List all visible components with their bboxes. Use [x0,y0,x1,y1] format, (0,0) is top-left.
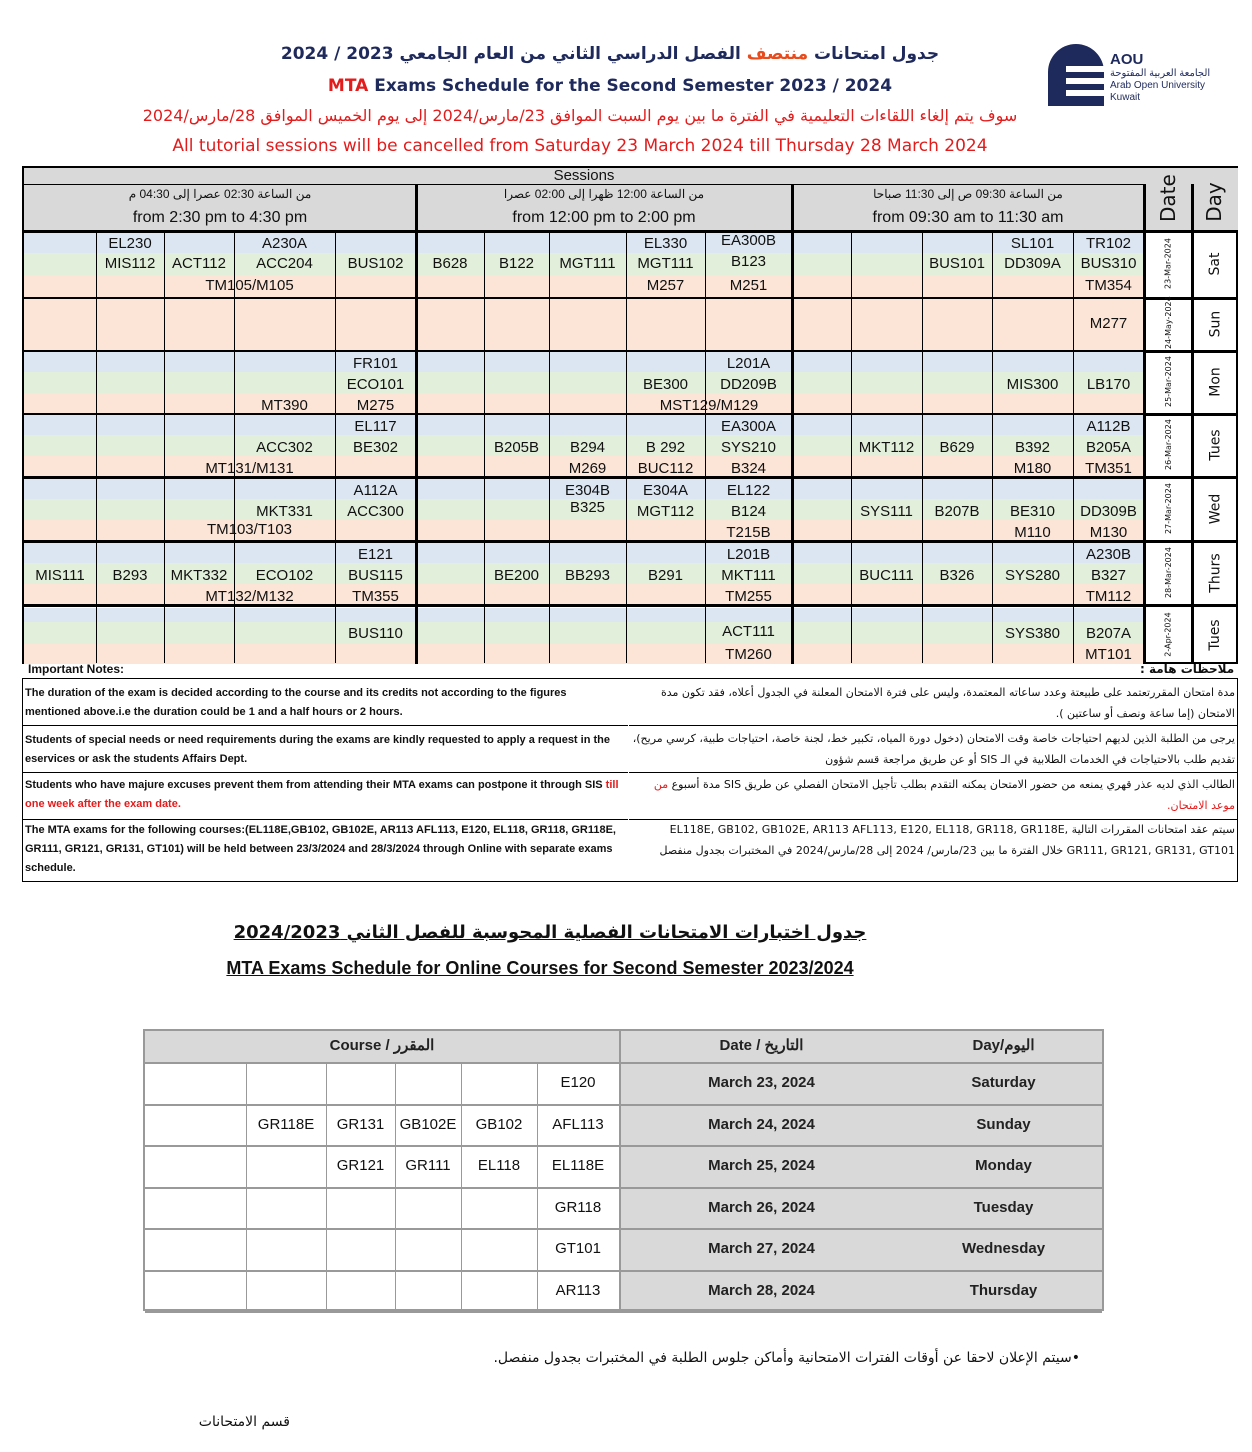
course-code: MT101 [1085,646,1132,663]
exam-date: 24-May-2024 [1163,295,1173,349]
notes-title-en: Important Notes: [28,662,124,676]
note-3-en: Students who have majure excuses prevent them from attending their MTA exams can postpone it through SIS till one week after the exam date. [25,779,619,810]
course-code: TM354 [1085,277,1132,294]
course-code: BUS102 [347,255,404,272]
online-title-arabic: جدول اختبارات الامتحانات الفصلية المحوسبة للفصل الثاني 2024/2023 [233,922,867,943]
online-date: March 24, 2024 [708,1115,815,1133]
period-3-en: from 09:30 am to 11:30 am [872,209,1064,226]
course-code: MKT331 [256,503,313,520]
online-day: Sunday [976,1115,1031,1133]
logo-abbr: AOU [1110,51,1144,68]
online-date: March 25, 2024 [708,1157,815,1174]
online-day: Wednesday [961,1240,1046,1257]
course-code: DD309A [1004,255,1061,272]
course-code: MKT111 [721,567,776,584]
exam-day: Wed [1207,493,1223,524]
course-code: MGT112 [636,503,695,520]
course-code: EL230 [108,235,152,252]
course-code: TM105/M105 [205,277,294,294]
course-code: SYS380 [1004,625,1061,642]
exam-date: 27-Mar-2024 [1163,482,1173,534]
period-1-ar: من الساعة 02:30 عصرا إلى 04:30 م [128,187,312,201]
period-2-en: from 12:00 pm to 2:00 pm [512,209,696,226]
course-code: B293 [112,567,148,584]
period-2-ar: من الساعة 12:00 ظهرا إلى 02:00 عصرا [503,187,705,201]
date-header: Date [1156,174,1180,222]
course-code: ACT111 [722,623,775,640]
online-course: EL118E [551,1157,605,1174]
course-code: TM260 [725,646,772,663]
course-code: MGT111 [637,255,694,272]
course-code: SL101 [1010,235,1055,252]
online-header-course: Course / المقرر [329,1037,435,1054]
course-code: LB170 [1086,376,1131,393]
course-code: L201A [726,355,771,372]
course-code: M257 [646,277,685,294]
aou-logo-mark-icon [1048,44,1104,106]
course-code: EL117 [354,418,397,435]
course-code: M130 [1089,524,1128,541]
course-code: ECO101 [346,376,405,393]
online-header-date: Date / التاريخ [719,1037,804,1054]
aou-logo [1048,44,1243,108]
course-code: A112A [353,482,398,499]
online-day: Saturday [971,1074,1036,1091]
course-code: MT131/M131 [205,460,294,477]
course-code: SYS111 [860,503,913,520]
course-code: M275 [356,397,395,414]
course-code: E304A [642,482,689,499]
course-code: M269 [568,460,607,477]
course-code: EA300A [720,418,777,435]
course-code: TM103/T103 [206,521,293,538]
exam-date: 26-Mar-2024 [1163,418,1173,470]
course-code: BE200 [493,567,540,584]
course-code: EL122 [726,482,771,499]
exam-day: Mon [1207,366,1223,397]
course-code: BUS110 [348,625,403,642]
course-code: M180 [1013,460,1052,477]
footer-note: •سيتم الإعلان لاحقا عن أوقات الفترات الامتحانية وأماكن جلوس الطلبة في المختبرات بجدول منفصل. [493,1350,1080,1366]
notes-title-ar: ملاحظات هامة : [1140,662,1235,676]
course-code: MIS300 [1006,376,1059,393]
online-date: March 28, 2024 [708,1281,815,1299]
online-day: Monday [975,1157,1032,1174]
course-code: ACT112 [172,255,226,272]
course-code: B205B [493,439,540,456]
notice-arabic: سوف يتم إلغاء اللقاءات التعليمية في الفترة ما بين يوم السبت الموافق 23/مارس/2024 إلى يوم الخميس الموافق 28/مارس/2024 [142,106,1018,125]
course-code: B326 [939,567,975,584]
course-code: E121 [357,546,394,563]
course-code: B629 [939,439,975,456]
course-code: TM112 [1085,588,1132,605]
course-code: DD209B [720,376,777,393]
course-code: MIS112 [104,255,156,272]
course-code: B 292 [645,439,686,456]
online-course: AR113 [555,1281,601,1299]
online-course: GR131 [336,1115,385,1133]
course-code: FR101 [352,355,399,372]
course-code: B628 [432,255,468,272]
online-course: GR121 [336,1157,385,1174]
online-date: March 26, 2024 [708,1198,815,1216]
exam-date: 25-Mar-2024 [1163,355,1173,407]
course-code: MGT111 [559,255,616,272]
note-1-en: The duration of the exam is decided according to the course and its credits not according to the figures mentioned above.i.e the duration could be 1 and a half hours or 2 hours. [25,687,567,718]
day-header: Day [1202,182,1226,222]
course-code: ACC300 [347,503,404,520]
important-notes [22,678,1238,882]
online-header-day: Day/اليوم [972,1037,1035,1054]
course-code: M251 [729,277,768,294]
course-code: B324 [730,460,767,477]
course-code: BB293 [564,567,611,584]
course-code: DD309B [1080,503,1137,520]
course-code: MIS111 [35,567,85,584]
online-date: March 23, 2024 [708,1074,815,1091]
online-course: GB102 [475,1115,523,1133]
course-code: E304B [564,482,611,499]
course-code: ECO102 [255,567,314,584]
course-code: BUS101 [929,255,985,272]
course-code: BUC111 [859,567,914,584]
course-code: BE300 [642,376,689,393]
online-course: AFL113 [552,1115,604,1133]
course-code: BE302 [352,439,399,456]
course-code: MT390 [261,397,308,414]
course-code: ACC302 [256,439,313,456]
course-code: A230A [261,235,308,252]
period-1-en: from 2:30 pm to 4:30 pm [132,209,308,226]
course-code: MST129/M129 [659,397,759,414]
course-code: TM255 [725,588,772,605]
course-code: EL330 [643,235,688,252]
note-1-ar: مدة امتحان المقررتعتمد على طبيعتة وعدد ساعاته المعتمدة، وليس على فترة الامتحان المعلنة في الجدول أعلاه، فقد تكون مدة الامتحان (إما ساعة ونصف أو ساعتين ). [660,686,1235,720]
course-code: A112B [1086,418,1131,435]
course-code: B294 [569,439,606,456]
online-course: GB102E [399,1115,457,1133]
logo-name-en: Arab Open University [1110,80,1206,91]
note-4-ar: سيتم عقد امتحانات المقررات التالية EL118E, GB102, GB102E, AR113 AFL113, E120, EL118, GR118, GR118E, GR111, GR121, GR131, GT101 خلال الفترة ما بين 23/مارس/ 2024 إلى 28/مارس/2024 في المختبرات بجدول منفصل [659,823,1235,857]
course-code: B205A [1085,439,1132,456]
course-code: MKT112 [858,439,915,456]
course-code: B325 [569,499,606,516]
exam-date: 2-Apr-2024 [1163,612,1173,657]
course-code: B124 [730,503,767,520]
mta-schedule-table [22,166,1238,664]
logo-country: Kuwait [1110,92,1141,103]
course-code: TM351 [1085,460,1132,477]
exams-department: قسم الامتحانات [198,1414,290,1430]
online-day: Thursday [969,1281,1038,1299]
note-2-en: Students of special needs or need requirements during the exams are kindly requested to apply a request in the eservices or ask the students Affairs Dept. [25,734,610,765]
course-code: L201B [726,546,771,563]
course-code: B291 [647,567,684,584]
course-code: MT132/M132 [205,588,294,605]
online-day: Tuesday [973,1198,1034,1216]
note-3-ar: الطالب الذي لديه عذر قهري يمنعه من حضور الامتحان يمكنه التقدم بطلب تأجيل الامتحان الفصلي عن طريق SIS مدة أسبوع من موعد الامتحان. [653,778,1235,812]
course-code: TR102 [1085,235,1132,252]
course-code: SYS210 [720,439,777,456]
title-english: MTA Exams Schedule for the Second Semester 2023 / 2024 [327,76,893,96]
course-code: BE310 [1009,503,1056,520]
online-course: GR111 [405,1157,451,1174]
exam-day: Sun [1207,310,1223,337]
exam-date: 23-Mar-2024 [1163,238,1173,289]
course-code: A230B [1085,546,1132,563]
logo-name-ar: الجامعة العربية المفتوحة [1110,68,1211,79]
exam-date: 28-Mar-2024 [1163,546,1173,598]
exam-day: Tues [1207,428,1223,461]
course-code: TM355 [352,588,399,605]
online-course: E120 [560,1074,596,1091]
course-code: B207A [1085,625,1132,642]
course-code: B327 [1090,567,1127,584]
course-code: BUS115 [348,567,403,584]
course-code: B122 [498,255,535,272]
course-code: M110 [1014,524,1051,541]
online-date: March 27, 2024 [708,1240,815,1257]
sessions-label: Sessions [553,167,615,184]
online-course: EL118 [477,1157,521,1174]
online-course: GT101 [555,1240,601,1257]
online-course: GR118 [554,1198,602,1216]
exam-day: Sat [1207,252,1223,276]
note-4-en: The MTA exams for the following courses:(EL118E,GB102, GB102E, AR113 AFL113, E120, EL118, GR118, GR118E, GR111, GR121, GR131, GT101) will be held between 23/3/2024 and 28/3/2024 through Online with separate exams schedule. [25,824,616,874]
period-3-ar: من الساعة 09:30 ص إلى 11:30 صباحا [873,187,1063,201]
online-title-english: MTA Exams Schedule for Online Courses for Second Semester 2023/2024 [226,958,854,978]
note-2-ar: يرجى من الطلبة الذين لديهم احتياجات خاصة وقت الامتحان (دخول دورة المياه، تكبير خط، لجنة خاصة، احتياجات طبية، كرسي مريح)، تقديم طلب بالاحتياجات في الخدمات الطلابية في الـ SIS أو عن طريق مراجعة قسم شؤون [632,732,1235,766]
course-code: M277 [1089,315,1128,332]
course-code: BUS310 [1080,255,1137,272]
title-arabic: جدول امتحانات منتصف الفصل الدراسي الثاني من العام الجامعي 2023 / 2024 [280,44,940,64]
course-code: EA300B [720,232,777,249]
exam-day: Thurs [1207,552,1223,593]
exam-day: Tues [1207,619,1223,651]
notice-english: All tutorial sessions will be cancelled from Saturday 23 March 2024 till Thursday 28 March 2024 [172,136,988,156]
course-code: B123 [730,253,767,270]
online-course: GR118E [257,1115,315,1133]
course-code: BUC112 [637,460,694,477]
course-code: B207B [934,503,980,520]
course-code: MKT332 [170,567,228,584]
course-code: T215B [726,524,771,541]
online-schedule-table [143,1029,1104,1311]
course-code: SYS280 [1004,567,1061,584]
course-code: B392 [1014,439,1051,456]
course-code: ACC204 [256,255,313,272]
